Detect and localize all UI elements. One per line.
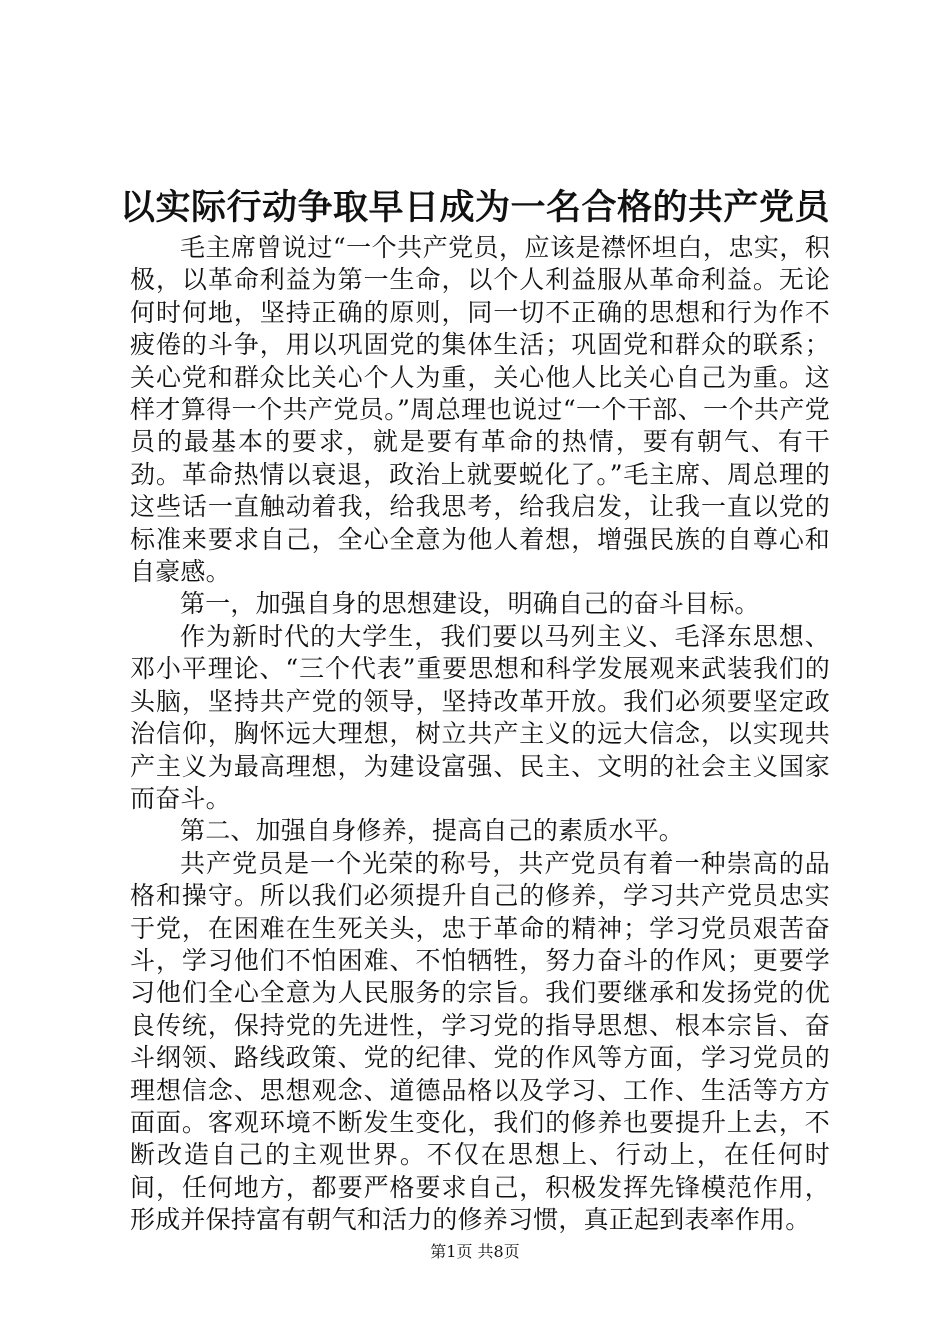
page-footer: 第1页 共8页 xyxy=(430,1242,520,1261)
document-body xyxy=(130,232,830,1237)
paragraph-second-body: 共产党员是一个光荣的称号，共产党员有着一种崇高的品格和操守。所以我们必须提升自己的修养，学习共产党员忠实于党，在困难在生死关头，忠于革命的精神；学习党员艰苦奋斗，学习他们不怕困难、不怕牺牲，努力奋斗的作风；更要学习他们全心全意为人民服务的宗旨。我们要继承和发扬党的优良传统，保持党的先进性，学习党的指导思想、根本宗旨、奋斗纲领、路线政策、党的纪律、党的作风等方面，学习党员的理想信念、思想观念、道德品格以及学习、工作、生活等方方面面。客观环境不断发生变化，我们的修养也要提升上去，不断改造自己的主观世界。不仅在思想上、行动上，在任何时间，任何地方，都要严格要求自己，积极发挥先锋模范作用，形成并保持富有朝气和活力的修养习惯，真正起到表率作用。 xyxy=(130,848,830,1235)
paragraph-heading-second: 第二、加强自身修养，提高自己的素质水平。 xyxy=(180,816,685,846)
paragraph-intro: 毛主席曾说过“一个共产党员，应该是襟怀坦白，忠实，积极，以革命利益为第一生命，以个人利益服从革命利益。无论何时何地，坚持正确的原则，同一切不正确的思想和行为作不疲倦的斗争，用以巩固党的集体生活；巩固党和群众的联系；关心党和群众比关心个人为重，关心他人比关心自己为重。这样才算得一个共产党员。”周总理也说过“一个干部、一个共产党员的最基本的要求，就是要有革命的热情，要有朝气、有干劲。革命热情以衰退，政治上就要蜕化了。”毛主席、周总理的这些话一直触动着我，给我思考，给我启发，让我一直以党的标准来要求自己，全心全意为他人着想，增强民族的自尊心和自豪感。 xyxy=(130,233,830,587)
paragraph-first-body: 作为新时代的大学生，我们要以马列主义、毛泽东思想、邓小平理论、“三个代表”重要思想和科学发展观来武装我们的头脑，坚持共产党的领导，坚持改革开放。我们必须要坚定政治信仰，胸怀远大理想，树立共产主义的远大信念，以实现共产主义为最高理想，为建设富强、民主、文明的社会主义国家而奋斗。 xyxy=(130,621,830,813)
paragraph-heading-first: 第一，加强自身的思想建设，明确自己的奋斗目标。 xyxy=(180,589,760,619)
document-title: 以实际行动争取早日成为一名合格的共产党员 xyxy=(119,188,830,228)
